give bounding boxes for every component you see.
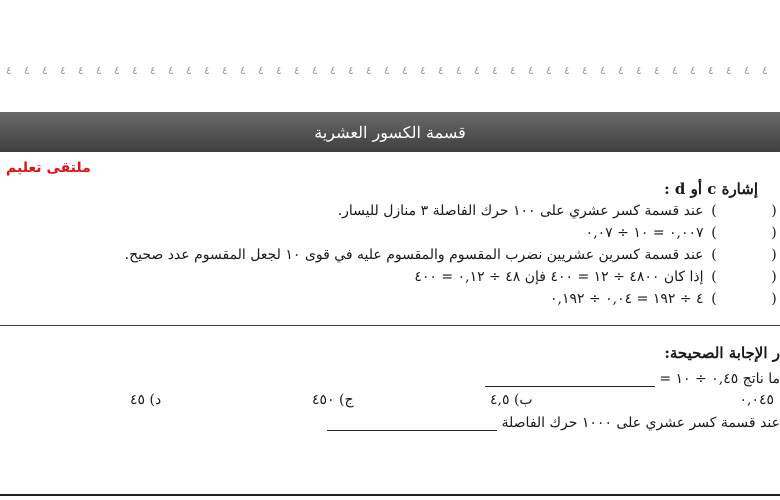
answer-paren-close: ) bbox=[711, 225, 717, 241]
decorative-glyph: ٤ bbox=[474, 64, 480, 77]
option-a[interactable] bbox=[739, 392, 774, 408]
decorative-glyph: ٤ bbox=[672, 64, 678, 77]
decorative-glyph: ٤ bbox=[690, 64, 696, 77]
true-false-item bbox=[338, 200, 780, 222]
question-1 bbox=[485, 370, 780, 387]
bottom-border bbox=[0, 494, 780, 496]
decorative-glyph: ٤ bbox=[456, 64, 462, 77]
true-false-item bbox=[125, 244, 780, 266]
option-d-letter: د) bbox=[149, 392, 162, 408]
decorative-glyph: ٤ bbox=[312, 64, 318, 77]
decorative-glyph: ٤ bbox=[276, 64, 282, 77]
option-d-value: ٤٥ bbox=[130, 392, 146, 408]
answer-paren-close: ) bbox=[711, 269, 717, 285]
true-false-item bbox=[586, 222, 780, 244]
decorative-glyph: ٤ bbox=[78, 64, 84, 77]
statement-text: إذا كان ٤٨٠٠ ÷ ١٢ = ٤٠٠ فإن ٤٨ ÷ ٠,١٢ = ٤٠٠ bbox=[414, 269, 704, 285]
decorative-glyph: ٤ bbox=[528, 64, 534, 77]
decorative-glyph: ٤ bbox=[132, 64, 138, 77]
decorative-glyph: ٤ bbox=[348, 64, 354, 77]
question-1-text: ما ناتج ٠,٤٥ ÷ ١٠ = bbox=[659, 371, 780, 387]
answer-paren-open[interactable]: ( bbox=[771, 269, 777, 285]
decorative-glyph: ٤ bbox=[24, 64, 30, 77]
answer-paren-close: ) bbox=[711, 247, 717, 263]
worksheet-title-bar bbox=[0, 112, 780, 152]
answer-paren-open[interactable]: ( bbox=[771, 247, 777, 263]
option-a-value: ٠,٠٤٥ bbox=[739, 392, 774, 408]
decorative-glyph: ٤ bbox=[402, 64, 408, 77]
decorative-glyph: ٤ bbox=[582, 64, 588, 77]
decorative-glyph: ٤ bbox=[744, 64, 750, 77]
option-c[interactable] bbox=[312, 392, 354, 408]
decorative-glyph: ٤ bbox=[654, 64, 660, 77]
option-b-value: ٤,٥ bbox=[490, 392, 510, 408]
answer-paren-open[interactable]: ( bbox=[771, 291, 777, 307]
decorative-glyph: ٤ bbox=[726, 64, 732, 77]
answer-blank[interactable] bbox=[485, 370, 655, 387]
decorative-glyph: ٤ bbox=[42, 64, 48, 77]
decorative-glyph: ٤ bbox=[186, 64, 192, 77]
question-2 bbox=[327, 414, 780, 431]
option-b[interactable] bbox=[490, 392, 533, 408]
true-false-heading: إشارة c أو d : bbox=[664, 180, 758, 198]
decorative-glyph: ٤ bbox=[510, 64, 516, 77]
decorative-glyph: ٤ bbox=[60, 64, 66, 77]
statement-text: ٠,٠٠٧ = ١٠ ÷ ٠,٠٧ bbox=[585, 225, 704, 241]
true-false-item bbox=[550, 288, 780, 310]
decorative-glyph-row bbox=[0, 64, 780, 80]
decorative-glyph: ٤ bbox=[222, 64, 228, 77]
answer-paren-open[interactable]: ( bbox=[771, 225, 777, 241]
answer-blank[interactable] bbox=[327, 414, 497, 431]
decorative-glyph: ٤ bbox=[600, 64, 606, 77]
decorative-glyph: ٤ bbox=[294, 64, 300, 77]
decorative-glyph: ٤ bbox=[762, 64, 768, 77]
statement-text: عند قسمة كسرين عشريين نضرب المقسوم والمقسوم عليه في قوى ١٠ لجعل المقسوم عدد صحيح. bbox=[124, 247, 704, 263]
decorative-glyph: ٤ bbox=[492, 64, 498, 77]
statement-text: عند قسمة كسر عشري على ١٠٠ حرك الفاصلة ٣ منازل لليسار. bbox=[337, 203, 704, 219]
watermark-text: ملتقى تعليم bbox=[6, 160, 91, 176]
decorative-glyph: ٤ bbox=[366, 64, 372, 77]
option-c-letter: ج) bbox=[339, 392, 354, 408]
question-2-text: عند قسمة كسر عشري على ١٠٠٠ حرك الفاصلة bbox=[501, 415, 780, 431]
decorative-glyph: ٤ bbox=[564, 64, 570, 77]
decorative-glyph: ٤ bbox=[384, 64, 390, 77]
decorative-glyph: ٤ bbox=[708, 64, 714, 77]
decorative-glyph: ٤ bbox=[546, 64, 552, 77]
decorative-glyph: ٤ bbox=[618, 64, 624, 77]
decorative-glyph: ٤ bbox=[240, 64, 246, 77]
option-b-letter: ب) bbox=[513, 392, 533, 408]
decorative-glyph: ٤ bbox=[258, 64, 264, 77]
decorative-glyph: ٤ bbox=[204, 64, 210, 77]
decorative-glyph: ٤ bbox=[114, 64, 120, 77]
option-d[interactable] bbox=[130, 392, 161, 408]
answer-paren-close: ) bbox=[711, 203, 717, 219]
worksheet-title: قسمة الكسور العشرية bbox=[314, 122, 466, 142]
decorative-glyph: ٤ bbox=[96, 64, 102, 77]
decorative-glyph: ٤ bbox=[150, 64, 156, 77]
section-divider bbox=[0, 325, 780, 326]
decorative-glyph: ٤ bbox=[636, 64, 642, 77]
option-c-value: ٤٥٠ bbox=[312, 392, 335, 408]
multiple-choice-heading: ر الإجابة الصحيحة: bbox=[664, 344, 780, 362]
decorative-glyph: ٤ bbox=[438, 64, 444, 77]
statement-text: ٤ ÷ ١٩٢ = ٠,٠٤ ÷ ٠,١٩٢ bbox=[549, 291, 704, 307]
answer-paren-close: ) bbox=[711, 291, 717, 307]
decorative-glyph: ٤ bbox=[420, 64, 426, 77]
decorative-glyph: ٤ bbox=[330, 64, 336, 77]
decorative-glyph: ٤ bbox=[168, 64, 174, 77]
decorative-glyph: ٤ bbox=[6, 64, 12, 77]
true-false-item bbox=[414, 266, 780, 288]
answer-paren-open[interactable]: ( bbox=[771, 203, 777, 219]
